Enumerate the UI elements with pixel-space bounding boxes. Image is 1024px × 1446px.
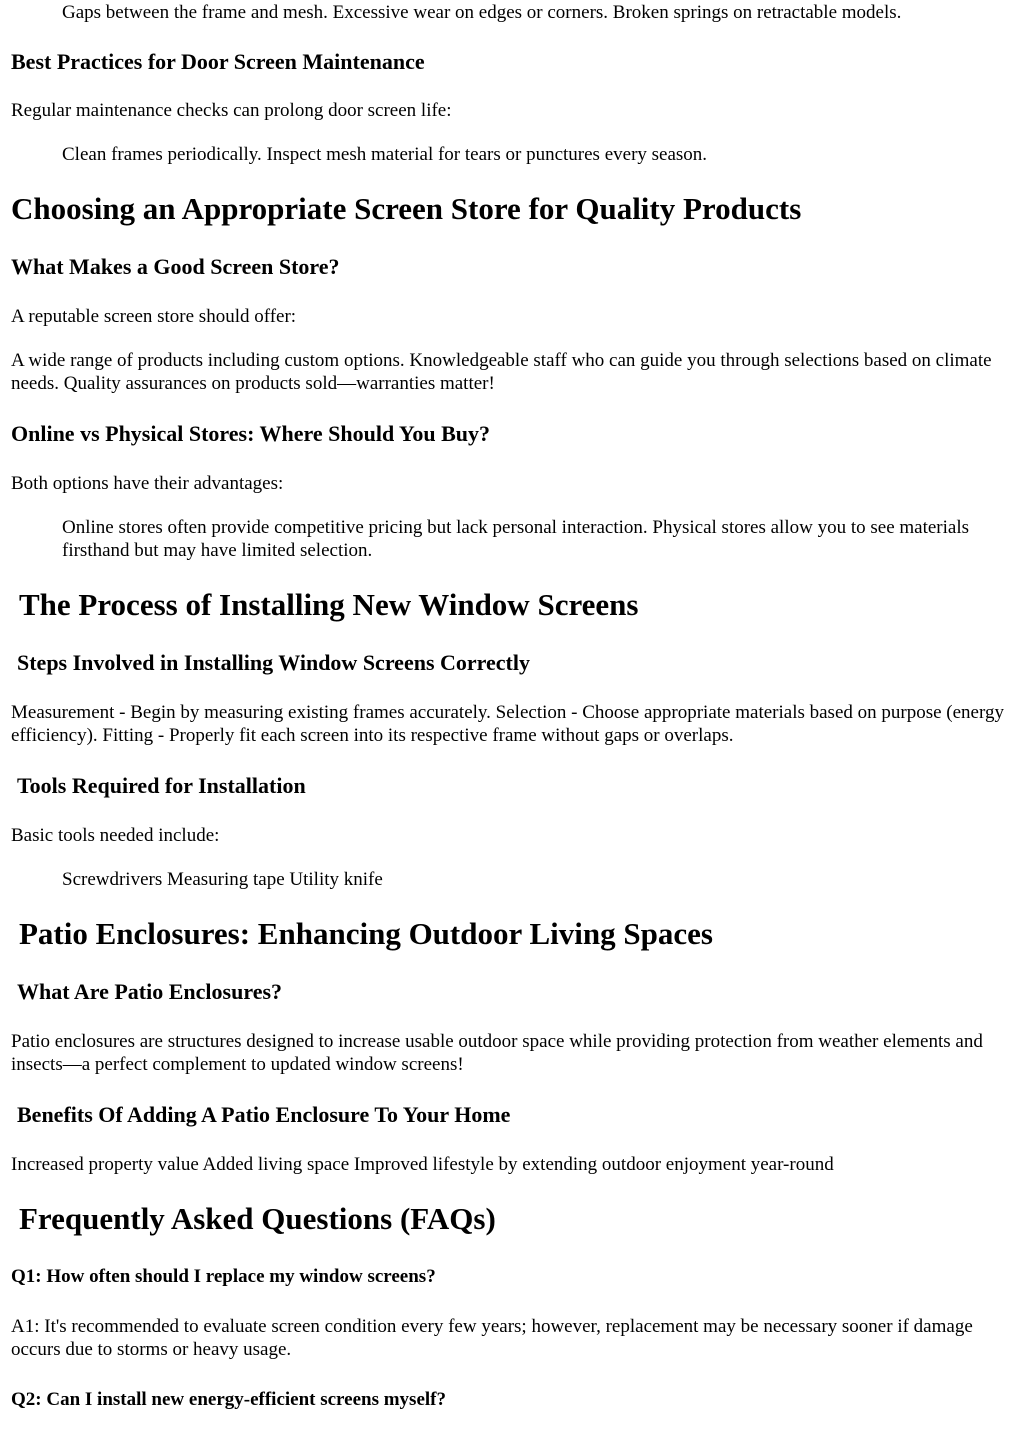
faq-question-1: Q1: How often should I replace my window screens? xyxy=(11,1266,436,1287)
faq-question-2: Q2: Can I install new energy-efficient screens myself? xyxy=(11,1389,446,1410)
installation-tools-list: Screwdrivers Measuring tape Utility knife xyxy=(62,869,383,890)
online-vs-physical-intro: Both options have their advantages: xyxy=(11,473,284,494)
installation-tools-heading: Tools Required for Installation xyxy=(17,773,306,798)
faq-answer-1: A1: It's recommended to evaluate screen condition every few years; however, replacement may be necessary sooner if damage occurs due to storms or heavy usage. xyxy=(11,1316,973,1360)
online-vs-physical-heading: Online vs Physical Stores: Where Should You Buy? xyxy=(11,421,491,446)
what-are-patio-enclosures-heading: What Are Patio Enclosures? xyxy=(17,979,283,1004)
good-screen-store-intro: A reputable screen store should offer: xyxy=(11,306,297,327)
patio-enclosures-heading: Patio Enclosures: Enhancing Outdoor Living Spaces xyxy=(19,916,713,951)
installing-screens-heading: The Process of Installing New Window Screens xyxy=(19,587,639,622)
patio-enclosures-description: Patio enclosures are structures designed to increase usable outdoor space while providing protection from weather elements and insects—a perfect complement to updated window screens! xyxy=(11,1031,983,1075)
faq-heading: Frequently Asked Questions (FAQs) xyxy=(19,1201,496,1236)
online-vs-physical-list: Online stores often provide competitive pricing but lack personal interaction. Physical stores allow you to see materials firsthand but may have limited selection. xyxy=(62,517,970,561)
screen-store-heading: Choosing an Appropriate Screen Store for Quality Products xyxy=(11,191,802,226)
installation-steps-heading: Steps Involved in Installing Window Screens Correctly xyxy=(17,650,530,675)
patio-benefits-list: Increased property value Added living space Improved lifestyle by extending outdoor enjoyment year-round xyxy=(11,1154,834,1175)
installation-steps-list: Measurement - Begin by measuring existing frames accurately. Selection - Choose appropriate materials based on purpose (energy efficiency). Fitting - Properly fit each screen into its respective frame without gaps or overlaps. xyxy=(11,702,1004,746)
good-screen-store-heading: What Makes a Good Screen Store? xyxy=(11,254,340,279)
good-screen-store-list: A wide range of products including custom options. Knowledgeable staff who can guide you through selections based on climate needs. Quality assurances on products sold—warranties matter! xyxy=(11,350,992,394)
installation-tools-intro: Basic tools needed include: xyxy=(11,825,220,846)
door-maintenance-heading: Best Practices for Door Screen Maintenance xyxy=(11,49,425,74)
patio-benefits-heading: Benefits Of Adding A Patio Enclosure To Your Home xyxy=(17,1102,511,1127)
door-screen-signs-list: Gaps between the frame and mesh. Excessive wear on edges or corners. Broken springs on retractable models. xyxy=(62,2,902,23)
door-maintenance-intro: Regular maintenance checks can prolong door screen life: xyxy=(11,100,452,121)
door-maintenance-list: Clean frames periodically. Inspect mesh material for tears or punctures every season. xyxy=(62,144,708,165)
